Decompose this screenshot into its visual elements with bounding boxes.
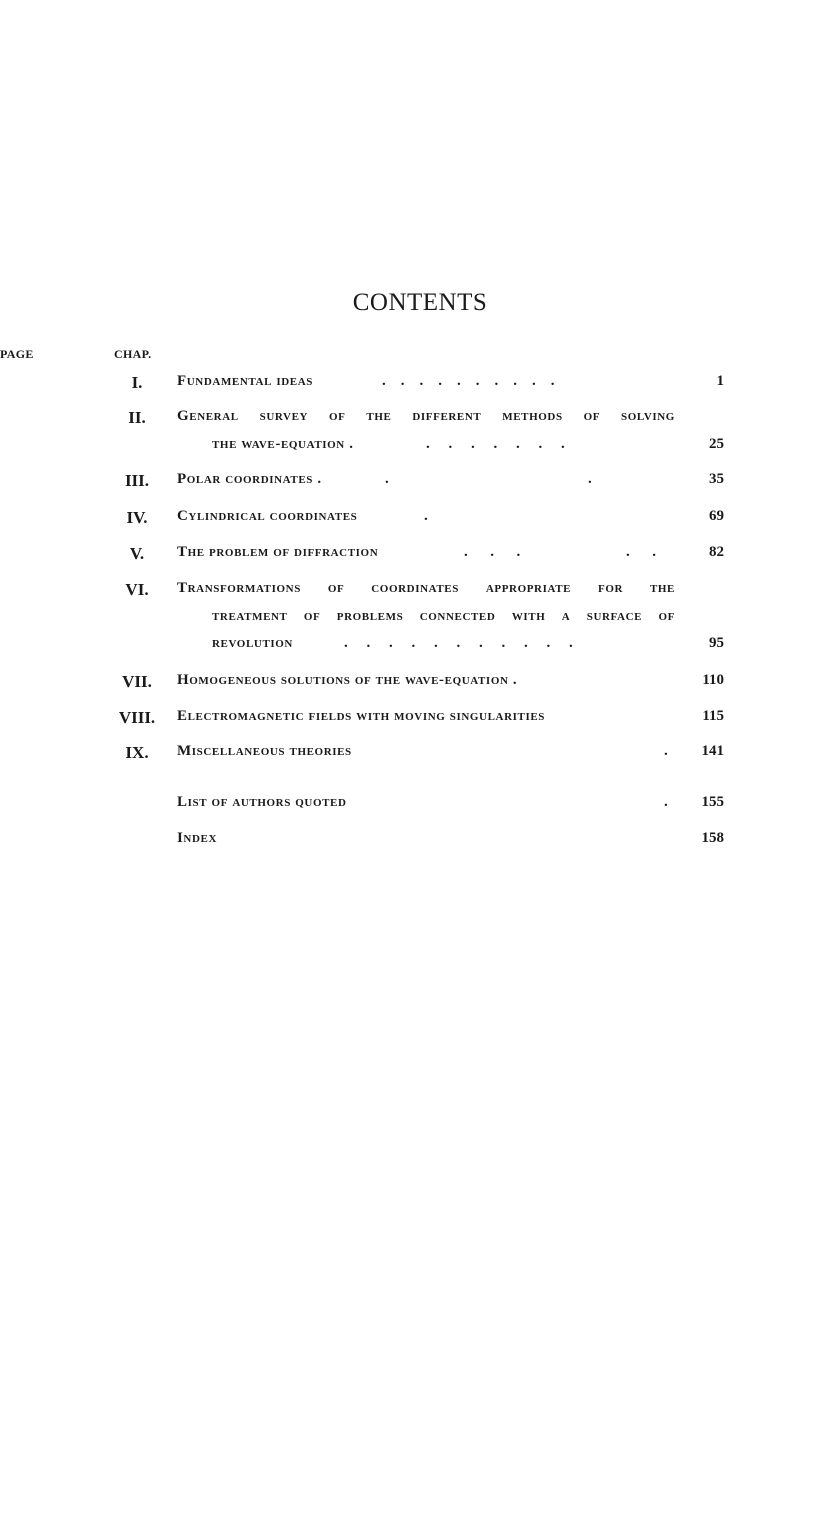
chapter-number: V. — [129, 544, 145, 563]
title-word: a — [561, 608, 571, 624]
title-word: of — [327, 580, 345, 596]
title-word: of — [303, 608, 321, 624]
chapter-number: VII. — [122, 672, 152, 691]
leader-dots: . — [424, 508, 428, 524]
page-number: 141 — [701, 743, 724, 759]
title-word: connected — [419, 608, 496, 624]
title-word: different — [412, 408, 482, 424]
page-column-header: PAGE — [0, 347, 34, 361]
title-word: survey — [259, 408, 309, 424]
title-word: General — [177, 408, 239, 424]
chapter-title — [177, 408, 675, 425]
leader-dots: . . . . . . . — [426, 436, 565, 452]
title-word: surface — [586, 608, 643, 624]
leader-dots: . — [664, 743, 668, 759]
chapter-number: VIII. — [118, 708, 156, 727]
title-word: of — [583, 408, 601, 424]
leader-dots: . . . . . . . . . . . — [344, 635, 573, 651]
title-word: methods — [502, 408, 563, 424]
chapter-title: Fundamental ideas — [177, 373, 313, 389]
title-word: solving — [621, 408, 675, 424]
title-word: for — [598, 580, 624, 596]
chapter-number: I. — [131, 373, 143, 392]
page-title: CONTENTS — [352, 289, 488, 316]
page-number: 69 — [709, 508, 724, 524]
page-number: 1 — [716, 373, 724, 389]
page-number: 110 — [702, 672, 724, 688]
page-number: 95 — [709, 635, 724, 651]
chapter-title: Miscellaneous theories — [177, 743, 352, 759]
leader-dots: . — [385, 471, 389, 487]
chapter-number: VI. — [125, 580, 149, 599]
leader-dots: . . . — [464, 544, 521, 560]
title-word: Transformations — [177, 580, 301, 596]
title-word: of — [658, 608, 675, 624]
leader-dots: . — [588, 471, 592, 487]
back-matter-title: Index — [177, 830, 218, 846]
chapter-title-continued: the wave-equation . — [212, 436, 354, 452]
chapter-title: Homogeneous solutions of the wave-equation . — [177, 672, 518, 688]
title-word: the — [649, 580, 675, 596]
chapter-title — [177, 580, 675, 597]
title-word: coordinates — [371, 580, 459, 596]
leader-dots: . . . . . . . . . . — [382, 373, 555, 389]
page-number: 35 — [709, 471, 724, 487]
chapter-title: Cylindrical coordinates — [177, 508, 358, 524]
chapter-title: The problem of diffraction — [177, 544, 379, 560]
chapter-title: Polar coordinates . — [177, 471, 322, 487]
title-word: treatment — [212, 608, 288, 624]
chapter-title-continued — [212, 608, 675, 625]
title-word: appropriate — [485, 580, 572, 596]
title-word: with — [511, 608, 546, 624]
chapter-number: II. — [128, 408, 146, 427]
page-number: 82 — [709, 544, 724, 560]
title-word: the — [366, 408, 392, 424]
chapter-number: III. — [124, 471, 150, 490]
chapter-column-header: CHAP. — [114, 347, 152, 361]
chapter-number: IV. — [126, 508, 148, 527]
chapter-title: Electromagnetic fields with moving singularities — [177, 708, 545, 724]
title-word: of — [329, 408, 346, 424]
chapter-number: IX. — [125, 743, 149, 762]
page-number: 25 — [709, 436, 724, 452]
page-number: 115 — [702, 708, 724, 724]
leader-dots: . . — [626, 544, 656, 560]
back-matter-title: List of authors quoted — [177, 794, 347, 810]
leader-dots: . — [664, 794, 668, 810]
chapter-title-continued: revolution — [212, 635, 293, 651]
page-number: 155 — [701, 794, 724, 810]
page-number: 158 — [701, 830, 724, 846]
title-word: problems — [336, 608, 404, 624]
